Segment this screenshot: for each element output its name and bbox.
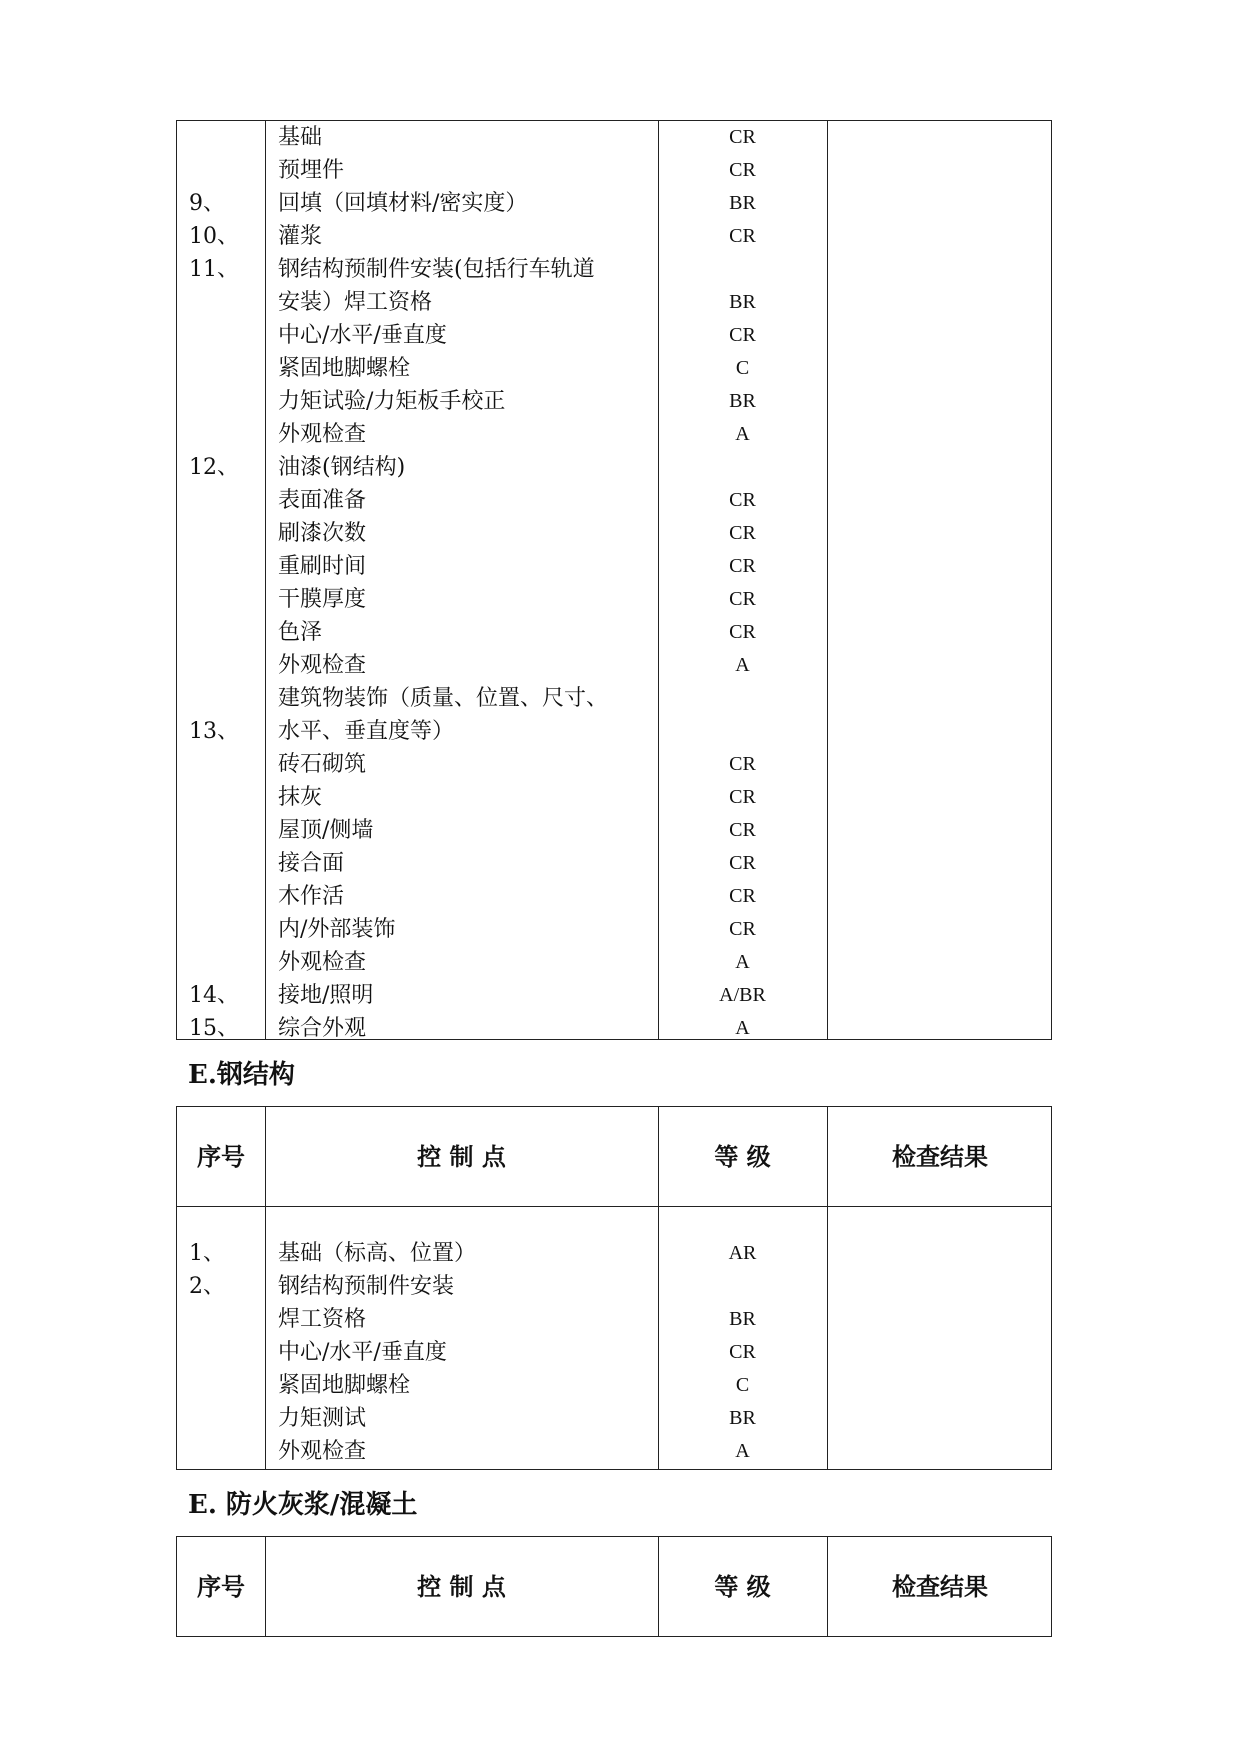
control-point: 木作活 <box>278 884 345 909</box>
grade: CR <box>729 225 756 247</box>
grade: CR <box>729 489 756 511</box>
table-row <box>177 979 1051 1012</box>
control-point: 表面准备 <box>278 488 367 513</box>
grade: CR <box>729 159 756 181</box>
row-number: 15、 <box>189 1016 239 1041</box>
control-point: 灌浆 <box>278 224 323 249</box>
control-point: 紧固地脚螺栓 <box>278 1373 411 1398</box>
grade: CR <box>729 588 756 610</box>
control-point: 力矩试验/力矩板手校正 <box>278 389 506 414</box>
row-number: 2、 <box>189 1274 225 1299</box>
table-row <box>177 451 1051 484</box>
steel-structure-table <box>176 1106 1052 1470</box>
control-point: 安装）焊工资格 <box>278 290 433 315</box>
control-point: 中心/水平/垂直度 <box>278 1340 447 1365</box>
table-row <box>177 682 1051 715</box>
table-row <box>177 1402 1051 1435</box>
section-title-fireproof-mortar: E. 防火灰浆/混凝土 <box>188 1490 418 1520</box>
grade: C <box>735 357 750 379</box>
table-row <box>177 1336 1051 1369</box>
table-row <box>177 418 1051 451</box>
table-row <box>177 385 1051 418</box>
header-control-point: 控 制 点 <box>417 1572 506 1601</box>
header-grade: 等 级 <box>714 1572 771 1601</box>
control-point: 预埋件 <box>278 158 345 183</box>
grade: A <box>735 654 750 676</box>
table-row <box>177 352 1051 385</box>
header-no: 序号 <box>197 1142 245 1171</box>
grade: A <box>735 951 750 973</box>
control-point: 焊工资格 <box>278 1307 367 1332</box>
control-point: 砖石砌筑 <box>278 752 367 777</box>
table-row <box>177 253 1051 286</box>
control-point: 接地/照明 <box>278 983 374 1008</box>
control-point: 内/外部装饰 <box>278 917 396 942</box>
table-row <box>177 1303 1051 1336</box>
row-number: 12、 <box>189 455 239 480</box>
grade: A <box>735 423 750 445</box>
table-header <box>177 1107 1051 1207</box>
grade: C <box>735 1374 750 1396</box>
header-result: 检查结果 <box>892 1142 988 1171</box>
table-row <box>177 880 1051 913</box>
control-point: 抹灰 <box>278 785 323 810</box>
grade: CR <box>729 324 756 346</box>
table-row <box>177 847 1051 880</box>
header-result: 检查结果 <box>892 1572 988 1601</box>
grade: CR <box>729 786 756 808</box>
grade: CR <box>729 819 756 841</box>
control-point: 外观检查 <box>278 422 367 447</box>
control-point: 水平、垂直度等） <box>278 719 455 744</box>
control-point: 屋顶/侧墙 <box>278 818 374 843</box>
control-point: 外观检查 <box>278 1439 367 1464</box>
table-row <box>177 1369 1051 1402</box>
grade: A/BR <box>719 984 766 1006</box>
control-point: 色泽 <box>278 620 323 645</box>
control-point: 重刷时间 <box>278 554 367 579</box>
row-number: 10、 <box>189 224 239 249</box>
row-number: 14、 <box>189 983 239 1008</box>
table-row <box>177 814 1051 847</box>
grade: CR <box>729 753 756 775</box>
control-point: 干膜厚度 <box>278 587 367 612</box>
grade: BR <box>729 390 756 412</box>
row-number: 11、 <box>189 257 239 282</box>
table-row <box>177 187 1051 220</box>
row-number: 1、 <box>189 1241 225 1266</box>
grade: CR <box>729 1341 756 1363</box>
control-point: 外观检查 <box>278 653 367 678</box>
table-row <box>177 913 1051 946</box>
control-point: 回填（回填材料/密实度） <box>278 191 528 216</box>
grade: CR <box>729 885 756 907</box>
table-row <box>177 583 1051 616</box>
grade: CR <box>729 555 756 577</box>
grade: BR <box>729 192 756 214</box>
row-number: 9、 <box>189 191 225 216</box>
table-row <box>177 319 1051 352</box>
control-point: 建筑物装饰（质量、位置、尺寸、 <box>278 686 609 711</box>
control-point: 接合面 <box>278 851 345 876</box>
table-row <box>177 154 1051 187</box>
table-row <box>177 946 1051 979</box>
header-no: 序号 <box>197 1572 245 1601</box>
section-title-steel-structure: E.钢结构 <box>188 1060 295 1090</box>
table-row <box>177 649 1051 682</box>
grade: CR <box>729 126 756 148</box>
grade: CR <box>729 918 756 940</box>
control-point: 外观检查 <box>278 950 367 975</box>
table-row <box>177 1270 1051 1303</box>
row-number: 13、 <box>189 719 239 744</box>
table-row <box>177 748 1051 781</box>
table-row <box>177 1012 1051 1045</box>
grade: CR <box>729 852 756 874</box>
grade: BR <box>729 1407 756 1429</box>
grade: AR <box>728 1242 757 1264</box>
control-point: 基础 <box>278 125 323 150</box>
table-row <box>177 550 1051 583</box>
table-row <box>177 1435 1051 1468</box>
control-point: 钢结构预制件安装(包括行车轨道 <box>278 257 595 282</box>
control-point: 钢结构预制件安装 <box>278 1274 455 1299</box>
control-point: 中心/水平/垂直度 <box>278 323 447 348</box>
table-row <box>177 286 1051 319</box>
control-point: 综合外观 <box>278 1016 367 1041</box>
table-row <box>177 121 1051 154</box>
grade: CR <box>729 621 756 643</box>
table-header <box>177 1537 1051 1636</box>
table-row <box>177 517 1051 550</box>
control-point: 油漆(钢结构) <box>278 455 406 480</box>
control-point: 基础（标高、位置） <box>278 1241 477 1266</box>
grade: A <box>735 1440 750 1462</box>
table-row <box>177 616 1051 649</box>
control-point: 紧固地脚螺栓 <box>278 356 411 381</box>
grade: A <box>735 1017 750 1039</box>
table-row <box>177 484 1051 517</box>
table-row <box>177 781 1051 814</box>
table-row <box>177 715 1051 748</box>
control-point: 力矩测试 <box>278 1406 367 1431</box>
fireproof-mortar-table <box>176 1536 1052 1637</box>
grade: CR <box>729 522 756 544</box>
table-row <box>177 220 1051 253</box>
table-row <box>177 1237 1051 1270</box>
inspection-table-continued <box>176 120 1052 1040</box>
control-point: 刷漆次数 <box>278 521 367 546</box>
header-grade: 等 级 <box>714 1142 771 1171</box>
header-control-point: 控 制 点 <box>417 1142 506 1171</box>
grade: BR <box>729 1308 756 1330</box>
grade: BR <box>729 291 756 313</box>
